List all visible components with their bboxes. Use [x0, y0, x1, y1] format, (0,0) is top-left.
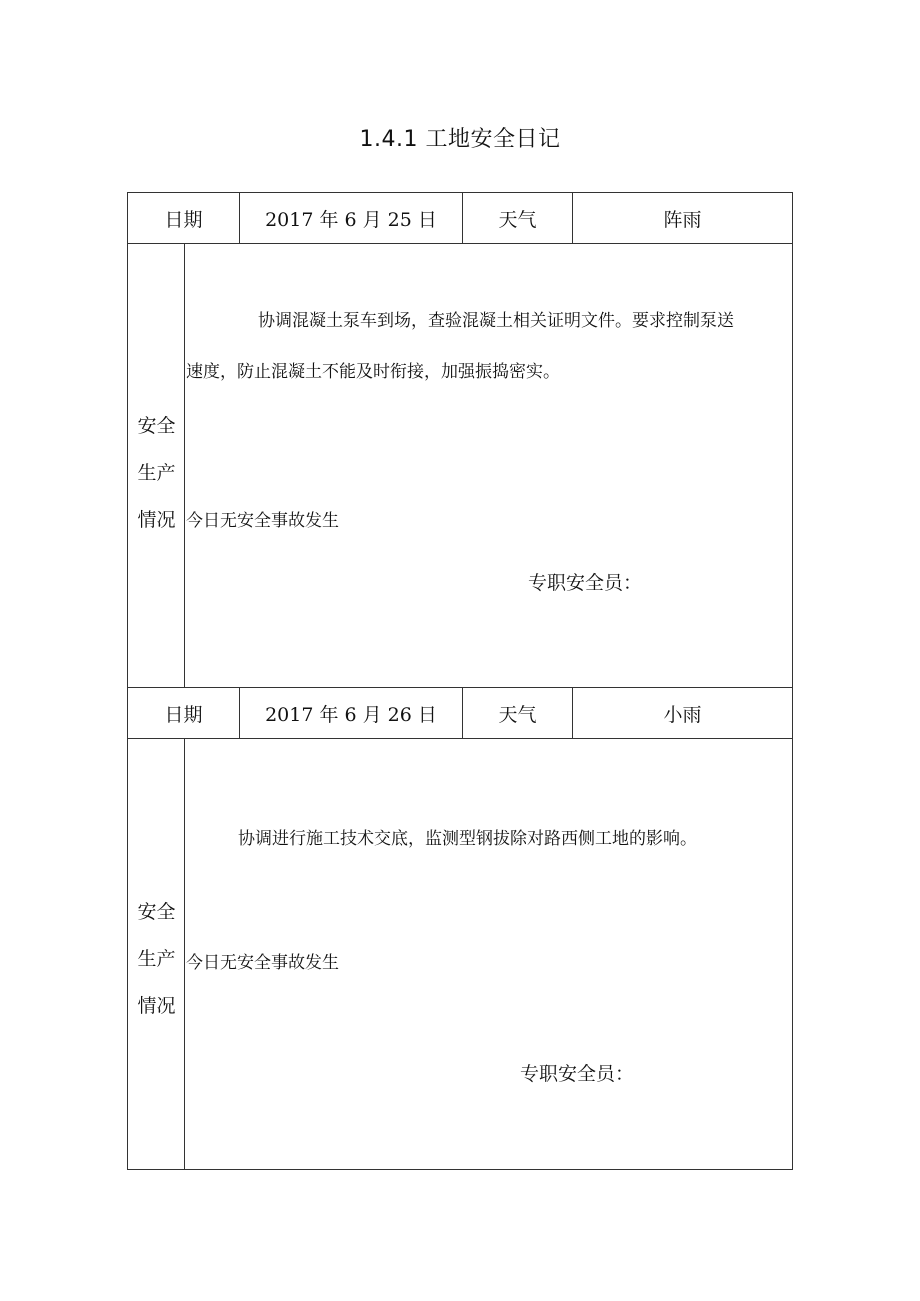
section-label — [128, 403, 185, 544]
section-label-line: 安全 — [137, 901, 176, 923]
section-label-cell — [128, 739, 185, 1169]
section-label-cell — [128, 244, 185, 687]
weather-label: 天气 — [463, 688, 573, 738]
safety-officer-signature: 专职安全员： — [528, 572, 643, 594]
page-title: 1.4.1 工地安全日记 — [359, 127, 561, 152]
date-value: 2017 年 6 月 25 日 — [240, 193, 463, 243]
weather-value: 小雨 — [663, 703, 702, 726]
weather-value: 阵雨 — [663, 208, 702, 231]
section-label-line: 生产 — [137, 948, 176, 970]
section-label-line: 生产 — [137, 462, 176, 484]
entry-header-row — [128, 193, 792, 244]
notes-line: 协调进行施工技术交底，监测型钢拔除对路西侧工地的影响。 — [238, 829, 697, 849]
entry-header-row — [128, 688, 792, 739]
section-label-line: 情况 — [137, 509, 176, 531]
notes-line: 协调混凝土泵车到场，查验混凝土相关证明文件。要求控制泵送 — [258, 311, 734, 331]
date-label: 日期 — [128, 688, 240, 738]
accident-status: 今日无安全事故发生 — [186, 511, 339, 531]
safety-officer-signature: 专职安全员： — [520, 1063, 635, 1085]
section-label-line: 安全 — [137, 415, 176, 437]
date-value: 2017 年 6 月 26 日 — [240, 688, 463, 738]
diary-entry — [127, 192, 793, 688]
accident-status: 今日无安全事故发生 — [186, 953, 339, 973]
section-label — [128, 889, 185, 1030]
section-label-line: 情况 — [137, 995, 176, 1017]
notes-line: 速度，防止混凝土不能及时衔接，加强振捣密实。 — [186, 362, 560, 382]
diary-entry — [127, 687, 793, 1170]
weather-label: 天气 — [463, 193, 573, 243]
date-label: 日期 — [128, 193, 240, 243]
